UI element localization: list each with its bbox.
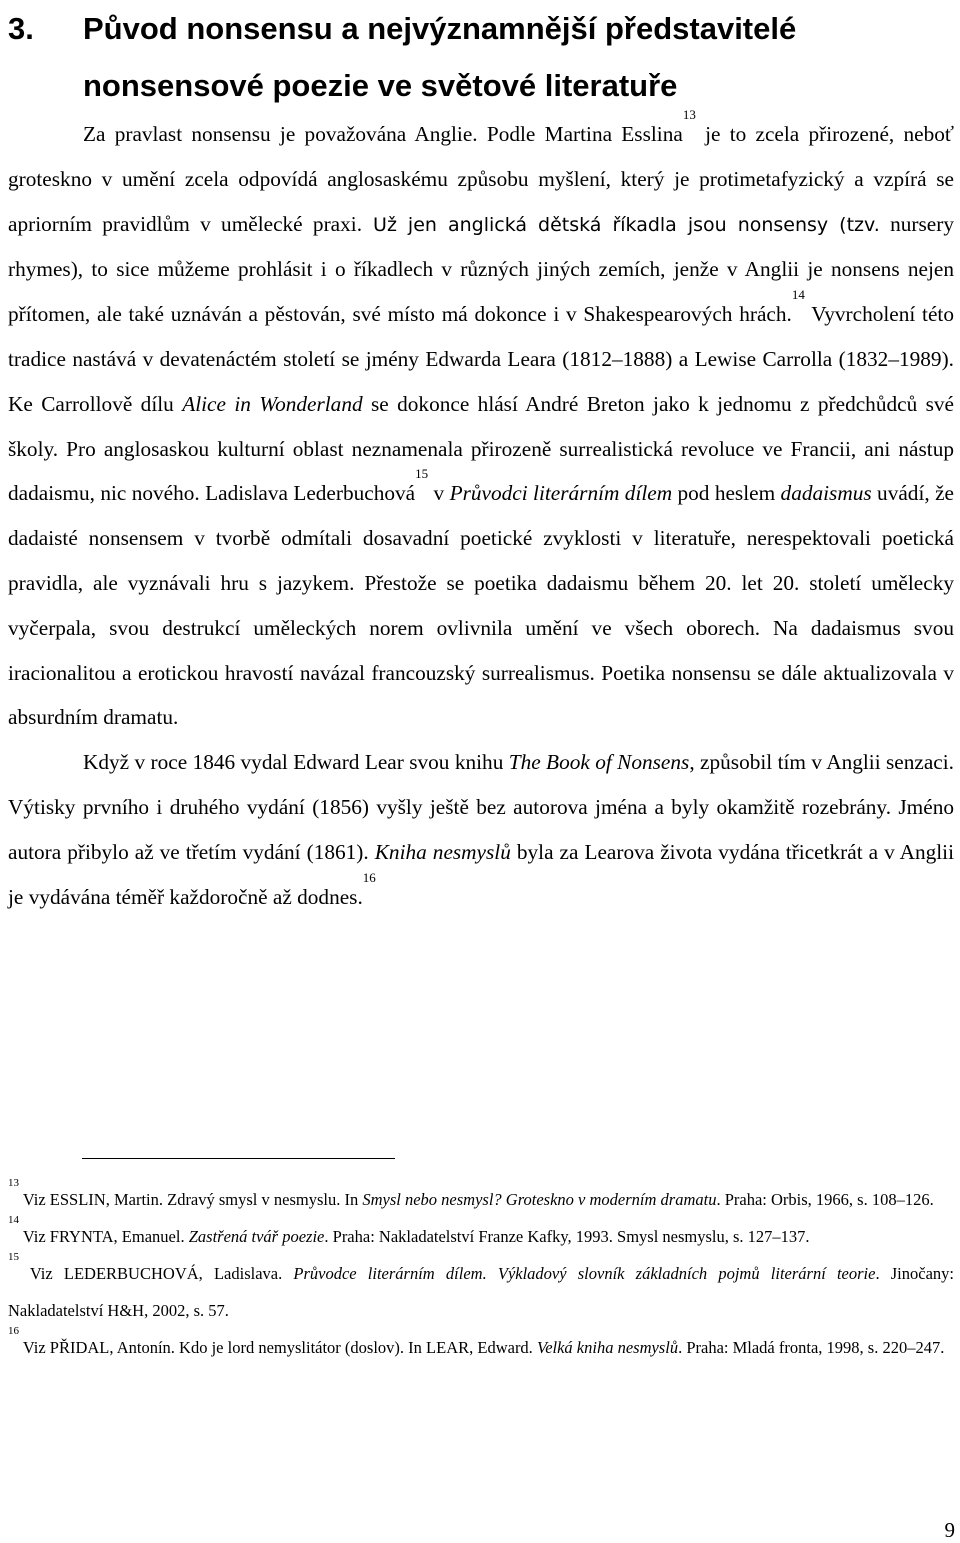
footnote-number: 15 bbox=[8, 1251, 19, 1263]
p1-text-7: v bbox=[428, 481, 450, 506]
footnote-text: . Praha: Mladá fronta, 1998, s. 220–247. bbox=[678, 1338, 945, 1357]
footnote-number: 14 bbox=[8, 1214, 19, 1226]
page-number: 9 bbox=[944, 1518, 955, 1542]
footnote-title: Smysl nebo nesmysl? Groteskno v moderním dramatu bbox=[362, 1190, 717, 1209]
footnote-ref-16: 16 bbox=[362, 869, 376, 885]
footnote-text: . Praha: Nakladatelství Franze Kafky, 1993. Smysl nesmyslu, s. 127–137. bbox=[324, 1227, 810, 1246]
footnote-ref-15: 15 bbox=[415, 466, 429, 482]
footnote-number: 16 bbox=[8, 1325, 19, 1337]
footnote-ref-13: 13 bbox=[682, 107, 696, 122]
p2-text-1: Když v roce 1846 vydal Edward Lear svou knihu bbox=[83, 750, 509, 775]
p1-text-9: uvádí, že dadaisté nonsensem v tvorbě odmítali dosavadní poetické zvyklosti v literatuře, nerespektovali poetická pravidla, ale vyznávali hru s jazykem. Přestože se poetika dadaismu během 20. let 20. století umělecky vyčerpala, svou destrukcí uměleckých norem ovlivnila umění ve všech oborech. Na dadaismus svou iracionalitou a erotickou hravostí navázal francouzský surrealismus. Poetika nonsensu se dále aktualizovala v absurdním dramatu. bbox=[8, 481, 954, 730]
p2-text-3: byla za Learova života vydána třicetkrát a v Anglii je vydávána téměř každoročně až dodnes. bbox=[8, 839, 955, 909]
chapter-title-line-1: Původ nonsensu a nejvýznamnější představitelé bbox=[83, 11, 797, 46]
p1-text-8: pod heslem bbox=[672, 481, 781, 506]
footnote-text: Viz LEDERBUCHOVÁ, Ladislava. bbox=[19, 1264, 294, 1283]
footnote-title: Průvodce literárním dílem. Výkladový slovník základních pojmů literární teorie bbox=[293, 1264, 876, 1283]
footnote-text: . Jinočany: Nakladatelství H&H, 2002, s. 57. bbox=[8, 1264, 954, 1320]
p1-text-3: Už jen anglická dětská říkadla jsou nonsensy (tzv. bbox=[362, 213, 880, 236]
footnotes bbox=[8, 1177, 954, 1366]
chapter-heading bbox=[8, 0, 958, 114]
footnote-title: Velká kniha nesmyslů bbox=[536, 1338, 679, 1357]
title-pruvodci: Průvodci literárním dílem bbox=[449, 481, 673, 506]
footnote-number: 13 bbox=[8, 1177, 19, 1189]
chapter-title-line-2: nonsensové poezie ve světové literatuře bbox=[83, 68, 678, 103]
footnote-text: Viz FRYNTA, Emanuel. bbox=[19, 1227, 189, 1246]
p1-text-5: Vyvrcholení této tradice nastává v devatenáctém století se jmény Edwarda Leara (1812–1888) a Lewise Carrolla (1832–1989). Ke Carrollově dílu bbox=[8, 302, 954, 416]
p1-text-4: nursery rhymes), to sice můžeme prohlásit i o říkadlech v různých jiných zemích, jenže v Anglii je nonsens nejen přítomen, ale také uznáván a pěstován, své místo má dokonce i v Shakespearových hrách. bbox=[8, 211, 954, 327]
p1-text-2: je to zcela přirozené, neboť groteskno v umění zcela odpovídá anglosaskému způsobu myšlení, který je protimetafyzický a vzpírá se apriorním pravidlům v umělecké praxi. bbox=[8, 122, 954, 236]
footnote-16 bbox=[8, 1325, 954, 1366]
footnote-text: . Praha: Orbis, 1966, s. 108–126. bbox=[716, 1190, 934, 1209]
chapter-number: 3. bbox=[8, 11, 34, 46]
term-dadaismus: dadaismus bbox=[780, 481, 872, 506]
footnote-14 bbox=[8, 1214, 954, 1255]
title-alice: Alice in Wonderland bbox=[182, 391, 363, 416]
footnote-divider bbox=[82, 1158, 395, 1159]
footnote-ref-14: 14 bbox=[791, 287, 805, 303]
paragraph-2 bbox=[8, 740, 954, 919]
paragraph-1 bbox=[8, 107, 955, 740]
title-kniha-nesmyslu: Kniha nesmyslů bbox=[374, 839, 511, 864]
p1-text-1: Za pravlast nonsensu je považována Anglie. Podle Martina Esslina bbox=[83, 122, 683, 146]
footnote-text: Viz PŘIDAL, Antonín. Kdo je lord nemyslitátor (doslov). In LEAR, Edward. bbox=[19, 1338, 537, 1357]
footnote-15 bbox=[8, 1251, 954, 1329]
title-book-of-nonsens: The Book of Nonsens bbox=[508, 750, 690, 775]
footnote-title: Zastřená tvář poezie bbox=[188, 1227, 325, 1246]
p2-text-2: , způsobil tím v Anglii senzaci. Výtisky prvního i druhého vydání (1856) vyšly ještě bez autorova jména a byly okamžitě rozebrány. Jméno autora přibylo až ve třetím vydání (1861). bbox=[8, 750, 955, 864]
body-text bbox=[8, 107, 955, 919]
p1-text-6: se dokonce hlásí André Breton jako k jednomu z předchůdců své školy. Pro anglosaskou kulturní oblast neznamenala přirozeně surrealistická revoluce ve Francii, ani nástup dadaismu, nic nového. Ladislava Lederbuchová bbox=[8, 391, 955, 506]
footnote-text: Viz ESSLIN, Martin. Zdravý smysl v nesmyslu. In bbox=[19, 1190, 363, 1209]
footnote-13 bbox=[8, 1177, 954, 1218]
